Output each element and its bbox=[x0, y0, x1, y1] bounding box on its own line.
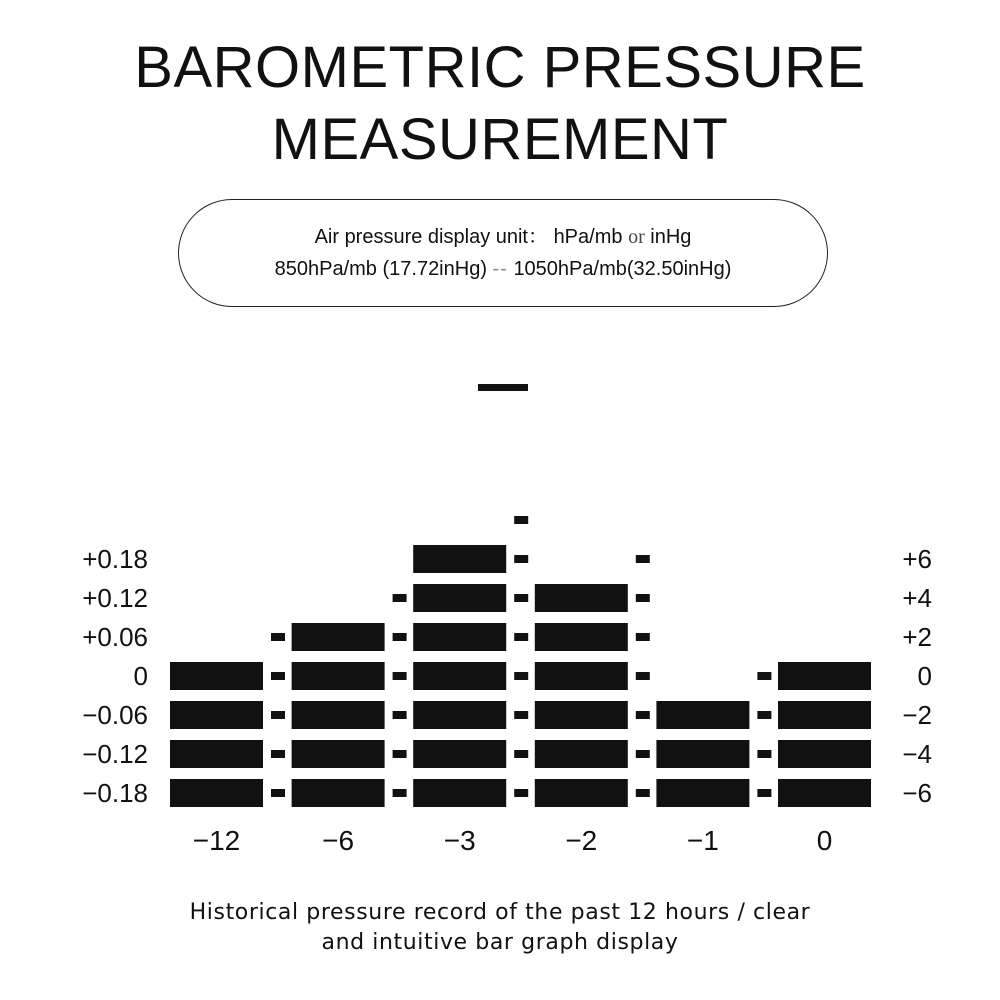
bar-segment bbox=[778, 701, 871, 729]
right-axis-tick: 0 bbox=[917, 661, 932, 691]
range-high: 1050hPa/mb(32.50inHg) bbox=[513, 258, 732, 280]
bar-mark bbox=[271, 750, 285, 758]
bar-mark bbox=[393, 711, 407, 719]
right-axis-tick: +4 bbox=[902, 583, 932, 613]
bar-mark bbox=[514, 555, 528, 563]
left-axis-tick: +0.12 bbox=[82, 583, 148, 613]
caption-line-2: and intuitive bar graph display bbox=[321, 930, 679, 955]
bar-segment bbox=[170, 779, 263, 807]
axis-ticks bbox=[82, 544, 932, 856]
bar-mark bbox=[636, 750, 650, 758]
range-separator: -- bbox=[492, 258, 508, 280]
bar-mark bbox=[514, 672, 528, 680]
unit-or: or bbox=[628, 226, 645, 248]
bar-segment bbox=[170, 662, 263, 690]
bar-segment bbox=[656, 779, 749, 807]
bar-mark bbox=[757, 711, 771, 719]
bar-mark bbox=[636, 555, 650, 563]
x-tick-label: −1 bbox=[686, 825, 719, 856]
x-tick-label: −2 bbox=[565, 825, 598, 856]
bar-segment bbox=[292, 662, 385, 690]
bar-segment bbox=[413, 623, 506, 651]
right-axis-tick: −6 bbox=[902, 778, 932, 808]
right-axis-tick: +6 bbox=[902, 544, 932, 574]
bar-segment bbox=[170, 701, 263, 729]
bar-mark bbox=[271, 711, 285, 719]
bar-series bbox=[170, 516, 871, 807]
bar-segment bbox=[413, 545, 506, 573]
left-axis-tick: +0.18 bbox=[82, 544, 148, 574]
bar-segment bbox=[656, 701, 749, 729]
caption-line-1: Historical pressure record of the past 12 hours / clear bbox=[189, 900, 811, 925]
unit-inhg: inHg bbox=[650, 226, 692, 248]
right-axis-tick: −4 bbox=[902, 739, 932, 769]
right-axis-tick: +2 bbox=[902, 622, 932, 652]
bar-mark bbox=[514, 750, 528, 758]
x-tick-label: 0 bbox=[816, 825, 833, 856]
bar-segment bbox=[292, 740, 385, 768]
bar-mark bbox=[514, 633, 528, 641]
bar-segment bbox=[413, 701, 506, 729]
title-line-1: BAROMETRIC PRESSURE bbox=[134, 35, 866, 100]
x-tick-label: −12 bbox=[192, 825, 241, 856]
x-tick-label: −3 bbox=[443, 825, 476, 856]
bar-mark bbox=[514, 789, 528, 797]
left-axis-tick: 0 bbox=[133, 661, 148, 691]
bar-mark bbox=[271, 672, 285, 680]
bar-mark bbox=[393, 672, 407, 680]
bar-mark bbox=[514, 711, 528, 719]
bar-mark bbox=[514, 516, 528, 524]
bar-segment bbox=[413, 740, 506, 768]
chart-caption bbox=[0, 898, 1000, 958]
unit-hpa: hPa/mb bbox=[553, 226, 623, 248]
bar-mark bbox=[757, 750, 771, 758]
bar-segment bbox=[535, 740, 628, 768]
title-line-2: MEASUREMENT bbox=[271, 107, 729, 172]
bar-mark bbox=[393, 789, 407, 797]
bar-mark bbox=[271, 789, 285, 797]
bar-mark bbox=[271, 633, 285, 641]
bar-segment bbox=[413, 662, 506, 690]
bar-segment bbox=[778, 662, 871, 690]
bar-segment bbox=[292, 779, 385, 807]
bar-segment bbox=[413, 584, 506, 612]
left-axis-tick: +0.06 bbox=[82, 622, 148, 652]
x-tick-label: −6 bbox=[322, 825, 355, 856]
bar-segment bbox=[778, 740, 871, 768]
bar-mark bbox=[757, 672, 771, 680]
bar-segment bbox=[656, 740, 749, 768]
bar-mark bbox=[636, 789, 650, 797]
bar-mark bbox=[514, 594, 528, 602]
unit-label: Air pressure display unit： bbox=[314, 226, 548, 248]
bar-segment bbox=[778, 779, 871, 807]
indicator-bar bbox=[478, 384, 528, 391]
bar-mark bbox=[393, 594, 407, 602]
bar-mark bbox=[636, 633, 650, 641]
bar-mark bbox=[636, 711, 650, 719]
right-axis-tick: −2 bbox=[902, 700, 932, 730]
bar-segment bbox=[292, 623, 385, 651]
bar-segment bbox=[535, 623, 628, 651]
bar-mark bbox=[393, 750, 407, 758]
left-axis-tick: −0.06 bbox=[82, 700, 148, 730]
left-axis-tick: −0.18 bbox=[82, 778, 148, 808]
bar-segment bbox=[535, 662, 628, 690]
left-axis-tick: −0.12 bbox=[82, 739, 148, 769]
bar-segment bbox=[292, 701, 385, 729]
bar-segment bbox=[535, 701, 628, 729]
bar-mark bbox=[393, 633, 407, 641]
bar-segment bbox=[170, 740, 263, 768]
range-low: 850hPa/mb (17.72inHg) bbox=[274, 258, 487, 280]
bar-mark bbox=[636, 672, 650, 680]
bar-segment bbox=[535, 584, 628, 612]
bar-mark bbox=[636, 594, 650, 602]
bar-segment bbox=[535, 779, 628, 807]
bar-segment bbox=[413, 779, 506, 807]
bar-mark bbox=[757, 789, 771, 797]
